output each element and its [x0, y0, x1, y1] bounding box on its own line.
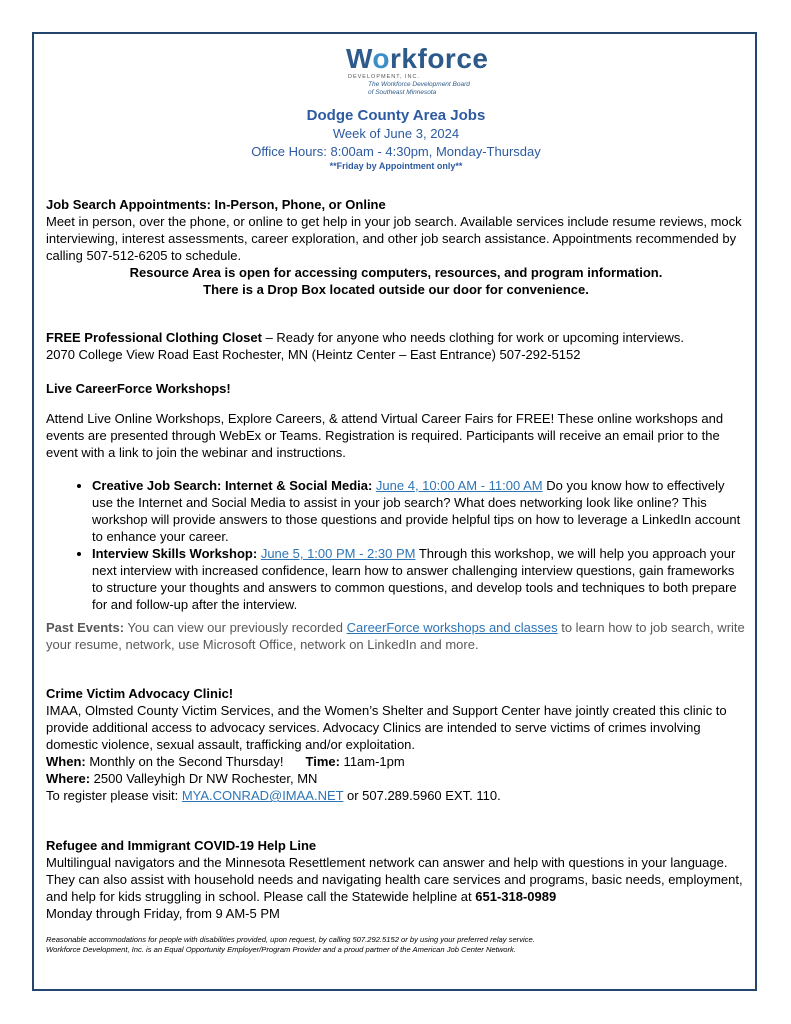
- helpline-number: 651-318-0989: [475, 889, 557, 904]
- workshops-section: [46, 380, 746, 653]
- appointments-heading: Job Search Appointments: In-Person, Phone, or Online: [46, 197, 386, 212]
- workforce-logo: [346, 44, 526, 97]
- logo-tagline-1: The Workforce Development Board: [368, 81, 470, 88]
- office-hours: Office Hours: 8:00am - 4:30pm, Monday-Thursday: [251, 144, 541, 159]
- accommodations-note: Reasonable accommodations for people with disabilities provided, upon request, by calling 507.292.5152 or by using your preferred relay service.: [46, 935, 535, 944]
- workshop-title: Interview Skills Workshop:: [92, 546, 261, 561]
- flyer-header: [46, 106, 746, 172]
- logo-subtitle: DEVELOPMENT, INC.: [348, 74, 421, 80]
- closet-heading: FREE Professional Clothing Closet: [46, 330, 262, 345]
- workshops-heading: Live CareerForce Workshops!: [46, 381, 231, 396]
- workshop-date-link[interactable]: June 5, 1:00 PM - 2:30 PM: [260, 546, 416, 561]
- clinic-body: IMAA, Olmsted County Victim Services, and the Women’s Shelter and Support Center have jointly created this clinic to provide additional access to advocacy services. Advocacy Clinics are intended to serve victims of crimes involving domestic violence, sexual assault, trafficking and/or exploitation.: [46, 703, 727, 752]
- equal-opportunity-note: Workforce Development, Inc. is an Equal Opportunity Employer/Program Provider and a proud partner of the American Job Center Network.: [46, 945, 516, 954]
- appointments-body: Meet in person, over the phone, or online to get help in your job search. Available services include resume reviews, mock interviewing, interest assessments, career exploration, and other job search assistance. Appointments recommended by calling 507-512-6205 to schedule.: [46, 214, 742, 263]
- workshop-title: Creative Job Search: Internet & Social Media:: [92, 478, 376, 493]
- resource-area-note: Resource Area is open for accessing computers, resources, and program information.: [129, 265, 663, 280]
- workshop-description: Through this workshop, we will help you approach your next interview with increased confidence, learn how to answer challenging interview questions, gain frameworks to structure your thoughts and answers to common questions, and develop tools and techniques to both prepare for and follow-up after the interview.: [92, 546, 737, 612]
- workshop-list: [46, 477, 746, 613]
- clothing-closet-section: [46, 329, 746, 363]
- workshop-description: Do you know how to effectively use the Internet and Social Media to assist in your job search? What does networking look like online? This workshop will provide answers to those questions and provide helpful tips on how to leverage a LinkedIn account to enhance your career.: [92, 478, 741, 544]
- workshop-item: [92, 545, 746, 613]
- clinic-when-time: When: Monthly on the Second Thursday! Time: 11am-1pm: [46, 754, 405, 769]
- closet-description: – Ready for anyone who needs clothing for work or upcoming interviews.: [261, 330, 684, 345]
- workshop-date-link[interactable]: June 4, 10:00 AM - 11:00 AM: [375, 478, 543, 493]
- refugee-heading: Refugee and Immigrant COVID-19 Help Line: [46, 838, 317, 853]
- past-events-link[interactable]: CareerForce workshops and classes: [346, 620, 558, 635]
- friday-note: **Friday by Appointment only**: [329, 161, 463, 171]
- logo-tagline-2: of Southeast Minnesota: [368, 89, 437, 96]
- closet-address: 2070 College View Road East Rochester, MN (Heintz Center – East Entrance) 507-292-5152: [46, 347, 581, 362]
- refugee-hours: Monday through Friday, from 9 AM-5 PM: [46, 906, 280, 921]
- footer: [46, 935, 746, 955]
- past-events-label: Past Events:: [46, 620, 125, 635]
- refugee-body: Multilingual navigators and the Minnesota Resettlement network can answer and help with questions in your language. They can also assist with household needs and navigating health care services and programs, basic needs, employment, and help for kids struggling in school. Please call the Statewide helpline at 651-318-0989: [46, 855, 743, 904]
- page-title: Dodge County Area Jobs: [306, 107, 486, 124]
- clinic-where: Where: 2500 Valleyhigh Dr NW Rochester, MN: [46, 771, 318, 786]
- past-events: Past Events: You can view our previously recorded CareerForce workshops and classes to learn how to job search, write your resume, network, use Microsoft Office, network on LinkedIn and more.: [46, 620, 745, 652]
- clinic-register: To register please visit: MYA.CONRAD@IMAA.NET or 507.289.5960 EXT. 110.: [46, 788, 501, 803]
- week-line: Week of June 3, 2024: [332, 126, 460, 141]
- clinic-section: [46, 685, 746, 804]
- appointments-section: [46, 196, 746, 298]
- email-link[interactable]: MYA.CONRAD@IMAA.NET: [181, 788, 344, 803]
- drop-box-note: There is a Drop Box located outside our door for convenience.: [203, 282, 589, 297]
- clinic-heading: Crime Victim Advocacy Clinic!: [46, 686, 234, 701]
- workshops-body: Attend Live Online Workshops, Explore Careers, & attend Virtual Career Fairs for FREE! These online workshops and events are presented through WebEx or Teams. Registration is required. Participants will receive an email prior to the event with a link to join the webinar and instructions.: [46, 411, 724, 460]
- logo-wordmark: Workforce: [346, 43, 489, 74]
- refugee-section: [46, 837, 746, 922]
- workshop-item: [92, 477, 746, 545]
